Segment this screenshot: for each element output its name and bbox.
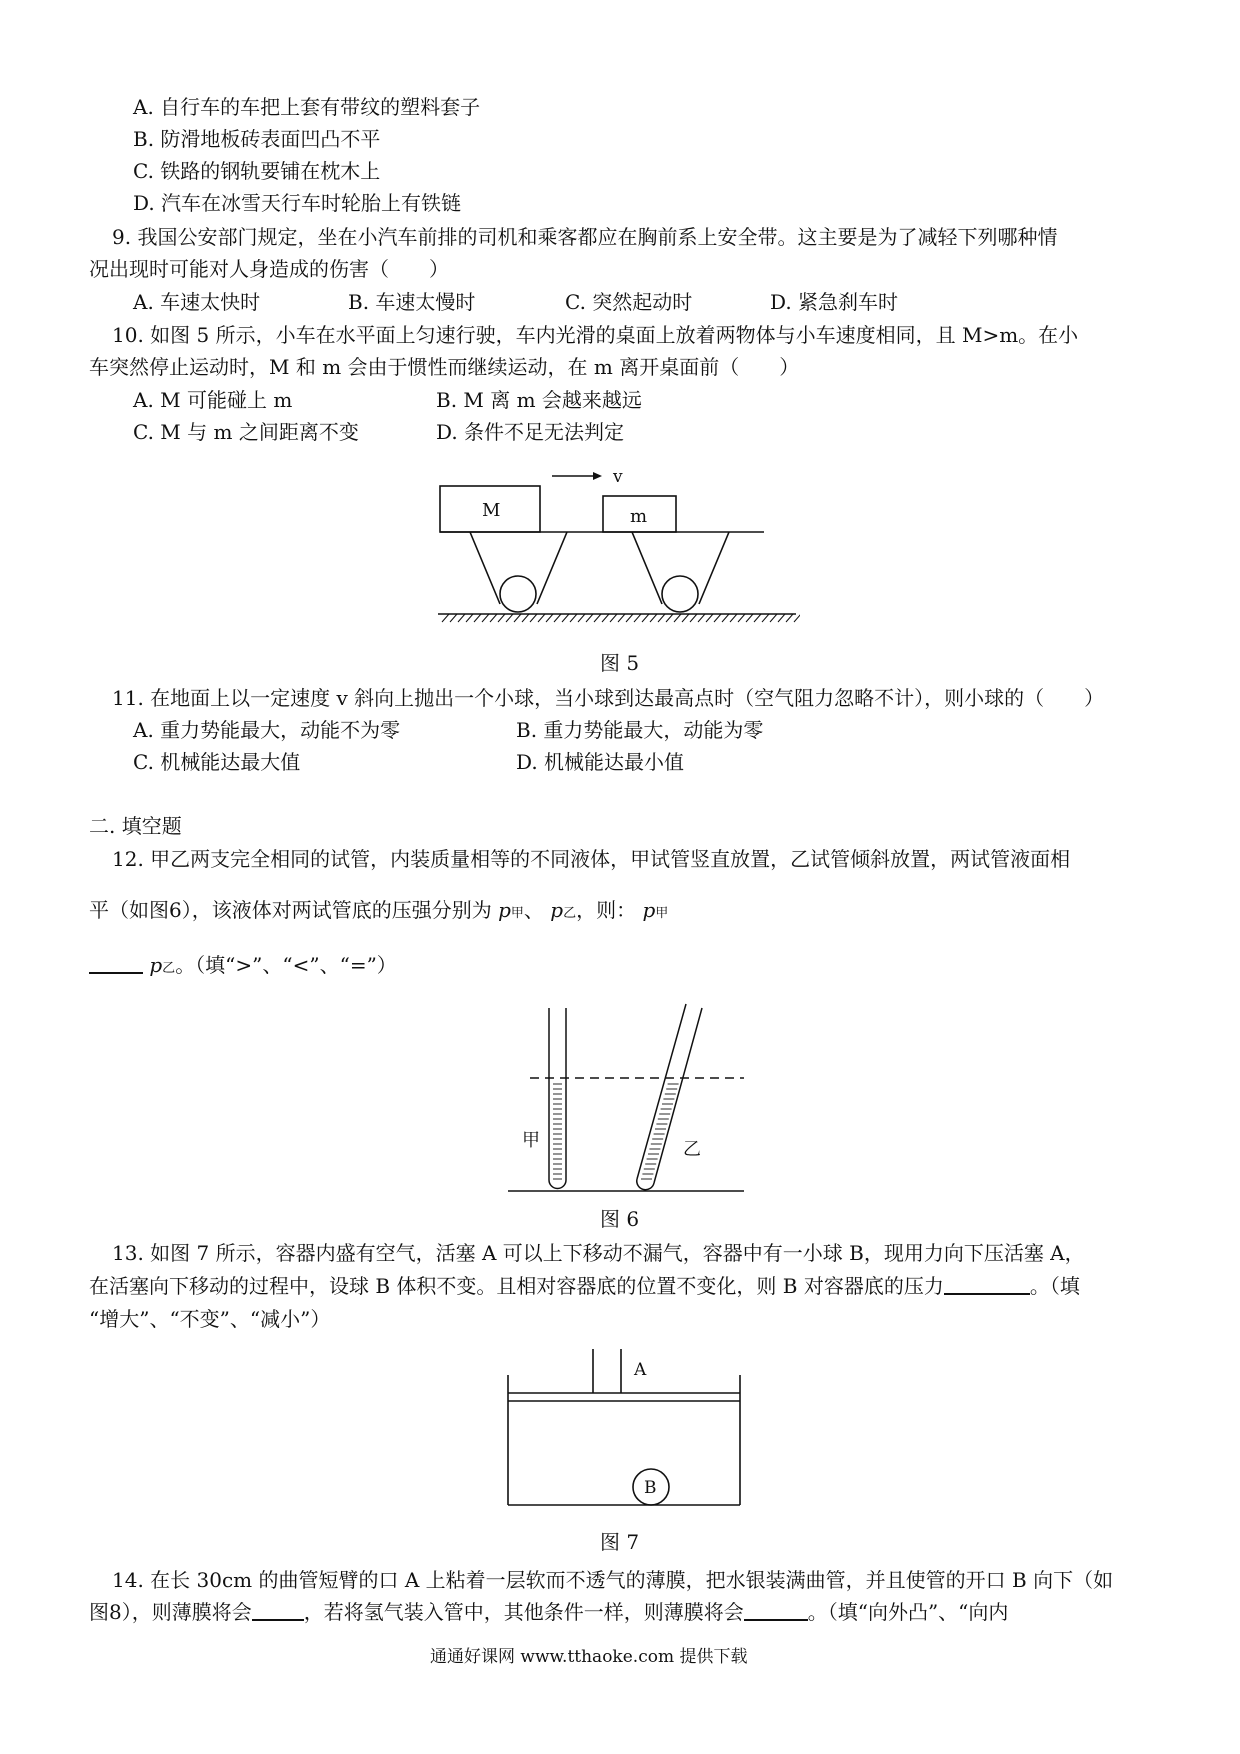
q13-stem-line3: “增大”、“不变”、“减小”） [89, 1307, 331, 1331]
label-m-big: M [482, 500, 501, 521]
q12-instruction: 。（填“>”、“<”、“=”） [175, 953, 397, 977]
q13-stem-line2 [89, 1273, 1080, 1299]
label-yi: 乙 [683, 1139, 701, 1160]
figure-6-test-tubes [500, 1000, 750, 1195]
q13-stem-text: 在活塞向下移动的过程中，设球 B 体积不变。且相对容器底的位置不变化，则 B 对容器底的压力 [89, 1274, 944, 1298]
figure-5-caption: 图 5 [600, 651, 640, 675]
q10-option-c: C. M 与 m 之间距离不变 [133, 420, 359, 444]
label-b: B [644, 1478, 657, 1498]
q14-stem-line2 [89, 1599, 1008, 1625]
q9-stem-line2: 况出现时可能对人身造成的伤害（ ） [89, 257, 449, 281]
then-text: ，则： [576, 898, 637, 922]
q14-stem-line1: 14. 在长 30cm 的曲管短臂的口 A 上粘着一层软而不透气的薄膜，把水银装满曲管，并且使管的开口 B 向下（如 [112, 1568, 1114, 1592]
answer-blank-q13[interactable] [944, 1273, 1030, 1295]
p-symbol: p [149, 953, 163, 977]
q11-option-b: B. 重力势能最大，动能为零 [516, 718, 764, 742]
q11-stem: 11. 在地面上以一定速度 v 斜向上抛出一个小球，当小球到达最高点时（空气阻力忽略不计），则小球的（ ） [112, 686, 1105, 710]
label-m-small: m [630, 506, 648, 527]
q14-stem-text-c: 。（填“向外凸”、“向内 [807, 1600, 1009, 1624]
sub-yi: 乙 [563, 906, 577, 921]
q9-stem-line1: 9. 我国公安部门规定，坐在小汽车前排的司机和乘客都应在胸前系上安全带。这主要是为了减轻下列哪种情 [112, 225, 1058, 249]
wheel-right [662, 576, 698, 612]
figure-7-container [498, 1345, 748, 1510]
p-symbol: p [498, 898, 511, 922]
q14-stem-text-b: ，若将氢气装入管中，其他条件一样，则薄膜将会 [303, 1600, 744, 1624]
section-heading-fill-in: 二. 填空题 [89, 814, 182, 838]
q10-option-b: B. M 离 m 会越来越远 [436, 388, 642, 412]
q9-option-a: A. 车速太快时 [133, 290, 261, 314]
answer-blank-q14-2[interactable] [744, 1599, 808, 1621]
q11-option-d: D. 机械能达最小值 [516, 750, 685, 774]
answer-blank-q14-1[interactable] [252, 1599, 304, 1621]
q13-fill-hint: 。（填 [1029, 1274, 1080, 1298]
q8-option-b: B. 防滑地板砖表面凹凸不平 [133, 127, 381, 151]
label-jia: 甲 [522, 1130, 540, 1151]
sub-jia: 甲 [655, 906, 669, 921]
q11-option-a: A. 重力势能最大，动能不为零 [133, 718, 401, 742]
q12-stem-line1: 12. 甲乙两支完全相同的试管，内装质量相等的不同液体，甲试管竖直放置，乙试管倾斜放置，两试管液面相 [112, 847, 1071, 871]
q8-option-a: A. 自行车的车把上套有带纹的塑料套子 [133, 95, 481, 119]
figure-7-caption: 图 7 [600, 1530, 640, 1554]
separator: 、 [523, 898, 544, 922]
page-footer: 通通好课网 www.tthaoke.com 提供下载 [430, 1647, 748, 1667]
q10-option-a: A. M 可能碰上 m [133, 388, 293, 412]
q10-stem-line2: 车突然停止运动时，M 和 m 会由于惯性而继续运动，在 m 离开桌面前（ ） [89, 355, 800, 379]
p-symbol: p [642, 898, 656, 922]
figure-6-caption: 图 6 [600, 1207, 640, 1231]
q8-option-c: C. 铁路的钢轨要铺在枕木上 [133, 159, 381, 183]
label-velocity: v [613, 467, 623, 487]
q10-stem-line1: 10. 如图 5 所示，小车在水平面上匀速行驶，车内光滑的桌面上放着两物体与小车速度相同，且 M>m。在小 [112, 323, 1079, 347]
tube-jia-bottom [549, 1180, 566, 1189]
q9-option-c: C. 突然起动时 [565, 290, 693, 314]
q11-option-c: C. 机械能达最大值 [133, 750, 301, 774]
q12-stem-text: 平（如图6），该液体对两试管底的压强分别为 [89, 898, 492, 922]
q10-option-d: D. 条件不足无法判定 [436, 420, 625, 444]
q8-option-d: D. 汽车在冰雪天行车时轮胎上有铁链 [133, 191, 462, 215]
q9-option-d: D. 紧急刹车时 [770, 290, 899, 314]
q12-stem-line2 [89, 897, 668, 927]
q12-stem-line3 [89, 952, 397, 982]
q9-option-b: B. 车速太慢时 [348, 290, 476, 314]
q14-stem-text-a: 图8），则薄膜将会 [89, 1600, 252, 1624]
tube-yi-bottom [637, 1179, 654, 1190]
figure-5-cart [430, 462, 800, 637]
sub-yi: 乙 [162, 961, 176, 976]
p-symbol: p [550, 898, 564, 922]
sub-jia: 甲 [510, 906, 524, 921]
answer-blank-q12[interactable] [89, 952, 143, 974]
wheel-left [500, 576, 536, 612]
label-a: A [634, 1360, 647, 1380]
q13-stem-line1: 13. 如图 7 所示，容器内盛有空气，活塞 A 可以上下移动不漏气，容器中有一小球 B，现用力向下压活塞 A， [112, 1241, 1085, 1265]
